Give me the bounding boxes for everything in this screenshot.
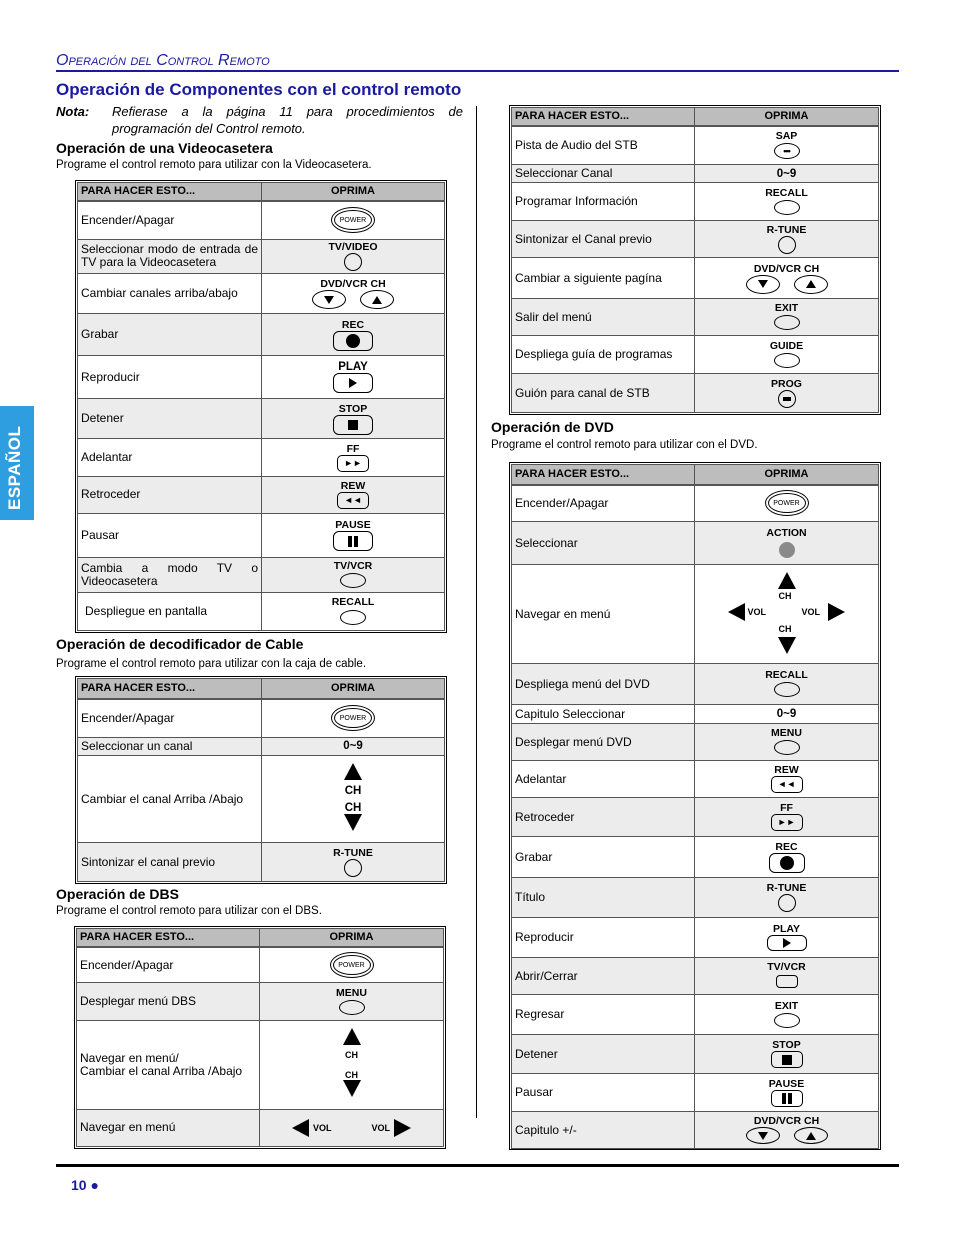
table-header-action: PARA HACER ESTO... <box>78 183 262 201</box>
table-row-action: Adelantar <box>512 761 695 798</box>
ff-label: FF <box>780 802 793 814</box>
stop-icon <box>348 420 358 430</box>
table-row-action: Navegar en menú <box>77 1109 260 1146</box>
section-header: Operación del Control Remoto <box>56 52 270 69</box>
page-title: Operación de Componentes con el control remoto <box>56 80 462 99</box>
fast-forward-icon: ►► <box>344 457 362 468</box>
table-row-action: Retroceder <box>78 477 262 513</box>
stop-button <box>333 415 373 435</box>
table-row-action: Grabar <box>512 837 695 878</box>
channel-down-button <box>746 275 780 294</box>
table-row-action: Encender/Apagar <box>78 699 262 738</box>
table-header-press: OPRIMA <box>695 465 879 485</box>
digit-buttons-label: 0~9 <box>262 737 445 755</box>
channel-up-icon <box>344 763 362 780</box>
rewind-icon: ◄◄ <box>344 495 362 506</box>
record-button <box>769 853 805 873</box>
tv-vcr-button <box>340 573 366 588</box>
fast-forward-button <box>771 814 803 831</box>
nav-up-icon <box>778 572 796 589</box>
menu-button <box>774 740 800 755</box>
table-row-action: Encender/Apagar <box>512 485 695 522</box>
dbs-section-title: Operación de DBS <box>56 886 179 902</box>
table-row-action: Cambiar el canal Arriba /Abajo <box>78 756 262 843</box>
table-row-action: Despliega guía de programas <box>512 336 695 374</box>
pause-button <box>771 1090 803 1107</box>
table-row-action: Adelantar <box>78 438 262 476</box>
table-row-action: Retroceder <box>512 798 695 837</box>
rec-label: REC <box>775 841 798 853</box>
play-button <box>767 935 807 951</box>
prog-label: PROG <box>771 377 802 390</box>
column-divider <box>476 106 477 1118</box>
dvd-vcr-ch-label: DVD/VCR CH <box>320 278 386 291</box>
table-header-action: PARA HACER ESTO... <box>77 929 260 947</box>
footer-rule <box>56 1164 899 1167</box>
cable-section-intro: Programe el control remoto para utilizar con la caja de cable. <box>56 658 367 670</box>
tv-vcr-button <box>776 975 798 988</box>
channel-up-icon <box>343 1028 361 1045</box>
rewind-icon: ◄◄ <box>777 779 796 790</box>
power-button: POWER <box>765 490 809 516</box>
table-row-action: Cambia a modo TV o Videocasetera <box>78 558 262 592</box>
nav-left-icon <box>728 603 745 621</box>
vcr-section-intro: Programe el control remoto para utilizar con la Videocasetera. <box>56 159 372 171</box>
table-row-action: Pausar <box>78 513 262 557</box>
table-row-action: Programar Información <box>512 183 695 221</box>
table-row-action: Capitulo +/- <box>512 1112 695 1149</box>
vcr-section-title: Operación de una Videocasetera <box>56 140 273 156</box>
language-tab-label: ESPAÑOL <box>5 425 24 510</box>
ff-label: FF <box>346 442 360 455</box>
table-row-action: Pausar <box>512 1074 695 1112</box>
table-row-action: Detener <box>78 399 262 438</box>
prog-button <box>778 390 796 408</box>
digit-buttons-label: 0~9 <box>695 165 879 183</box>
pause-label: PAUSE <box>768 1077 805 1090</box>
rewind-button <box>771 776 803 793</box>
play-label: PLAY <box>772 922 801 935</box>
tv-vcr-label: TV/VCR <box>333 559 373 572</box>
sap-button: ••• <box>774 143 800 159</box>
r-tune-label: R-TUNE <box>766 223 807 236</box>
record-button <box>333 331 373 351</box>
table-header-action: PARA HACER ESTO... <box>78 679 262 699</box>
dbs-table <box>74 926 446 1149</box>
navigation-pad <box>722 569 852 659</box>
channel-up-button <box>794 275 828 294</box>
menu-button <box>339 1000 365 1015</box>
pause-button <box>333 531 373 551</box>
rewind-button <box>337 492 369 509</box>
table-row-action: Seleccionar Canal <box>512 165 695 183</box>
table-row-action: Encender/Apagar <box>78 201 262 239</box>
nav-right-label: VOL <box>801 607 821 617</box>
recall-label: RECALL <box>765 186 808 199</box>
table-row-action: Sintonizar el Canal previo <box>512 221 695 258</box>
power-button: POWER <box>331 705 375 731</box>
power-button: POWER <box>331 207 375 233</box>
recall-button <box>340 610 366 625</box>
pause-icon <box>348 536 352 547</box>
table-row-action: Encender/Apagar <box>77 947 260 983</box>
table-row-action: Desplegar menú DVD <box>512 724 695 761</box>
table-row-action: Regresar <box>512 995 695 1035</box>
table-row-action: Detener <box>512 1035 695 1074</box>
fast-forward-button <box>337 455 369 472</box>
table-header-press: OPRIMA <box>695 108 879 126</box>
volume-left-icon <box>292 1119 309 1137</box>
page-number: 10 ● <box>71 1177 99 1193</box>
exit-button <box>774 315 800 330</box>
exit-label: EXIT <box>774 302 799 314</box>
chapter-down-button <box>746 1127 780 1144</box>
play-icon <box>783 938 791 948</box>
table-row-action: Título <box>512 878 695 918</box>
dvd-table <box>509 462 881 1150</box>
action-label: ACTION <box>766 526 807 539</box>
table-row-action: Navegar en menú/ Cambiar el canal Arriba /Abajo <box>77 1020 260 1109</box>
channel-down-label: CH <box>345 1069 358 1080</box>
r-tune-button <box>344 859 362 877</box>
nav-up-label: CH <box>778 591 792 601</box>
stop-icon <box>782 1055 792 1065</box>
table-row-action: Seleccionar modo de entrada de TV para la Videocasetera <box>78 239 262 273</box>
channel-up-button <box>360 290 394 309</box>
table-row-action: Salir del menú <box>512 299 695 336</box>
dbs-section-intro: Programe el control remoto para utilizar con el DBS. <box>56 905 322 917</box>
recall-label: RECALL <box>331 596 375 609</box>
r-tune-button <box>778 894 796 912</box>
channel-up-label: CH <box>345 1049 358 1060</box>
table-row-action: Pista de Audio del STB <box>512 126 695 165</box>
pause-label: PAUSE <box>335 519 371 532</box>
record-icon <box>346 334 360 348</box>
tv-vcr-label: TV/VCR <box>767 961 806 973</box>
channel-down-label: CH <box>344 801 362 814</box>
channel-down-icon <box>343 1080 361 1097</box>
recall-label: RECALL <box>765 669 808 681</box>
table-row-action: Seleccionar un canal <box>78 737 262 755</box>
rew-label: REW <box>774 764 799 776</box>
guide-label: GUIDE <box>769 339 804 352</box>
stop-button <box>771 1051 803 1068</box>
table-row-action: Grabar <box>78 314 262 355</box>
nav-right-icon <box>828 603 845 621</box>
play-label: PLAY <box>338 361 368 374</box>
channel-down-icon <box>344 814 362 831</box>
stop-label: STOP <box>772 1039 801 1051</box>
exit-button <box>774 1013 800 1028</box>
table-header-press: OPRIMA <box>262 183 445 201</box>
r-tune-label: R-TUNE <box>333 847 373 860</box>
sap-label: SAP <box>775 130 798 143</box>
vcr-table <box>75 180 447 633</box>
r-tune-label: R-TUNE <box>766 882 807 895</box>
menu-label: MENU <box>336 986 367 999</box>
channel-down-button <box>312 290 346 309</box>
dvd-section-title: Operación de DVD <box>491 419 614 435</box>
table-row-action: Seleccionar <box>512 522 695 565</box>
stop-label: STOP <box>338 402 368 415</box>
tv-video-label: TV/VIDEO <box>328 241 378 254</box>
recall-button <box>774 200 800 215</box>
play-button <box>333 373 373 393</box>
dash-icon <box>783 397 791 401</box>
volume-right-label: VOL <box>371 1122 391 1133</box>
volume-left-label: VOL <box>312 1122 332 1133</box>
exit-label: EXIT <box>774 999 799 1012</box>
nav-down-label: CH <box>778 624 792 634</box>
nav-left-label: VOL <box>747 607 767 617</box>
table-row-action: Guión para canal de STB <box>512 374 695 413</box>
volume-right-icon <box>394 1119 411 1137</box>
nav-down-icon <box>778 637 796 654</box>
fast-forward-icon: ►► <box>777 817 796 828</box>
stb-table <box>509 105 881 415</box>
header-rule <box>56 70 899 72</box>
guide-button <box>774 353 800 368</box>
action-button <box>779 542 795 558</box>
r-tune-button <box>778 236 796 254</box>
play-icon <box>349 378 357 388</box>
recall-button <box>774 682 800 697</box>
digit-buttons-label: 0~9 <box>695 705 879 724</box>
table-row-action: Desplegar menú DBS <box>77 983 260 1020</box>
chapter-up-button <box>794 1127 828 1144</box>
table-row-action: Reproducir <box>512 918 695 958</box>
table-row-action: Navegar en menú <box>512 565 695 664</box>
table-row-action: Despliegue en pantalla <box>78 592 262 631</box>
table-row-action: Despliega menú del DVD <box>512 664 695 705</box>
dvd-vcr-ch-label: DVD/VCR CH <box>753 1115 820 1127</box>
table-header-press: OPRIMA <box>260 929 444 947</box>
dvd-section-intro: Programe el control remoto para utilizar con el DVD. <box>491 439 758 451</box>
rew-label: REW <box>340 479 366 492</box>
record-icon <box>780 856 794 870</box>
table-header-press: OPRIMA <box>262 679 445 699</box>
table-row-action: Cambiar canales arriba/abajo <box>78 274 262 314</box>
note <box>56 103 463 137</box>
table-row-action: Capitulo Seleccionar <box>512 705 695 724</box>
note-text: Refierase a la página 11 para procedimientos de programación del Control remoto. <box>112 104 463 136</box>
table-row-action: Reproducir <box>78 355 262 398</box>
table-row-action: Sintonizar el canal previo <box>78 843 262 882</box>
rec-label: REC <box>341 318 365 331</box>
table-row-action: Abrir/Cerrar <box>512 958 695 995</box>
power-button: POWER <box>330 952 374 978</box>
tv-video-button <box>344 253 362 271</box>
menu-label: MENU <box>771 727 802 739</box>
language-tab <box>0 406 34 520</box>
dvd-vcr-ch-label: DVD/VCR CH <box>753 262 820 275</box>
note-label: Nota: <box>56 104 90 119</box>
pause-icon <box>782 1093 786 1104</box>
cable-table <box>75 676 447 884</box>
cable-section-title: Operación de decodificador de Cable <box>56 636 304 652</box>
table-header-action: PARA HACER ESTO... <box>512 108 695 126</box>
table-header-action: PARA HACER ESTO... <box>512 465 695 485</box>
table-row-action: Cambiar a siguiente pagína <box>512 258 695 299</box>
channel-up-label: CH <box>344 784 362 797</box>
